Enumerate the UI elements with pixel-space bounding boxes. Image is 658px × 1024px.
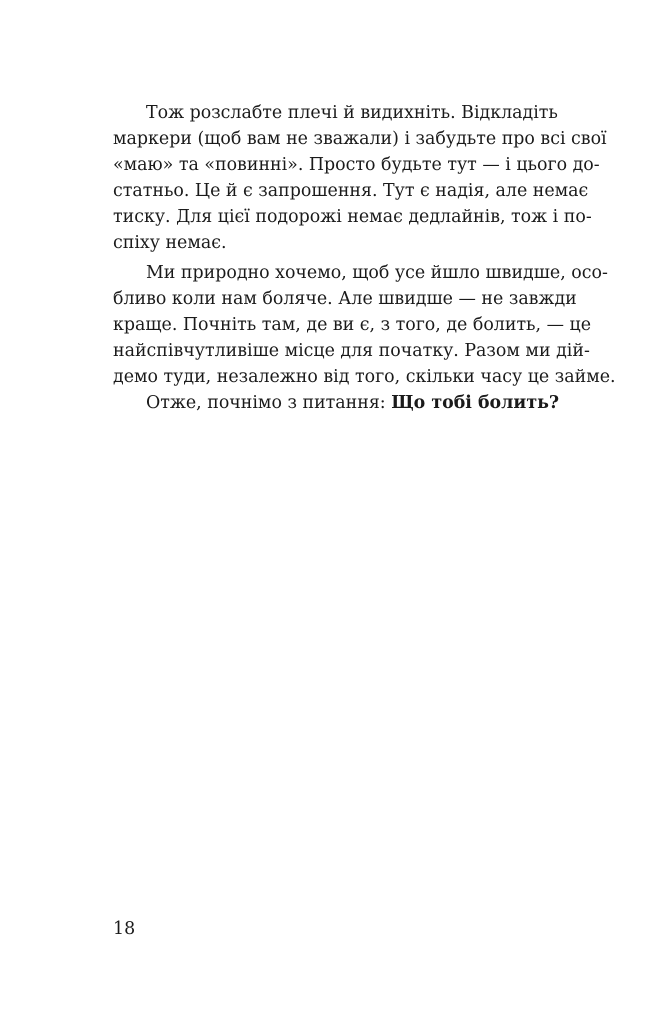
text-line: «маю» та «повинні». Просто будьте тут — і цього до- (113, 155, 600, 175)
text-line (113, 390, 560, 416)
paragraph-3 (113, 390, 560, 416)
text-line: демо туди, незалежно від того, скільки часу це займе. (113, 367, 616, 387)
page-number: 18 (113, 919, 136, 939)
text-line: Тож розслабте плечі й видихніть. Відкладіть (146, 103, 558, 123)
body-text (113, 100, 616, 416)
text-line: тиску. Для цієї подорожі немає дедлайнів, тож і по- (113, 207, 592, 227)
text-line: Ми природно хочемо, щоб усе йшло швидше, осо- (146, 263, 608, 283)
paragraph-1 (113, 100, 607, 256)
text-line: краще. Почніть там, де ви є, з того, де болить, — це (113, 315, 591, 335)
question-bold: Що тобі болить? (391, 393, 560, 413)
question-intro: Отже, почнімо з питання: (146, 393, 392, 413)
text-line: спіху немає. (113, 233, 227, 253)
text-line: бливо коли нам боляче. Але швидше — не завжди (113, 289, 577, 309)
paragraph-2 (113, 260, 616, 390)
text-line: найспівчутливіше місце для початку. Разом ми дій- (113, 341, 590, 361)
text-line: статньо. Це й є запрошення. Тут є надія, але немає (113, 181, 589, 201)
text-line: маркери (щоб вам не зважали) і забудьте про всі свої (113, 129, 607, 149)
